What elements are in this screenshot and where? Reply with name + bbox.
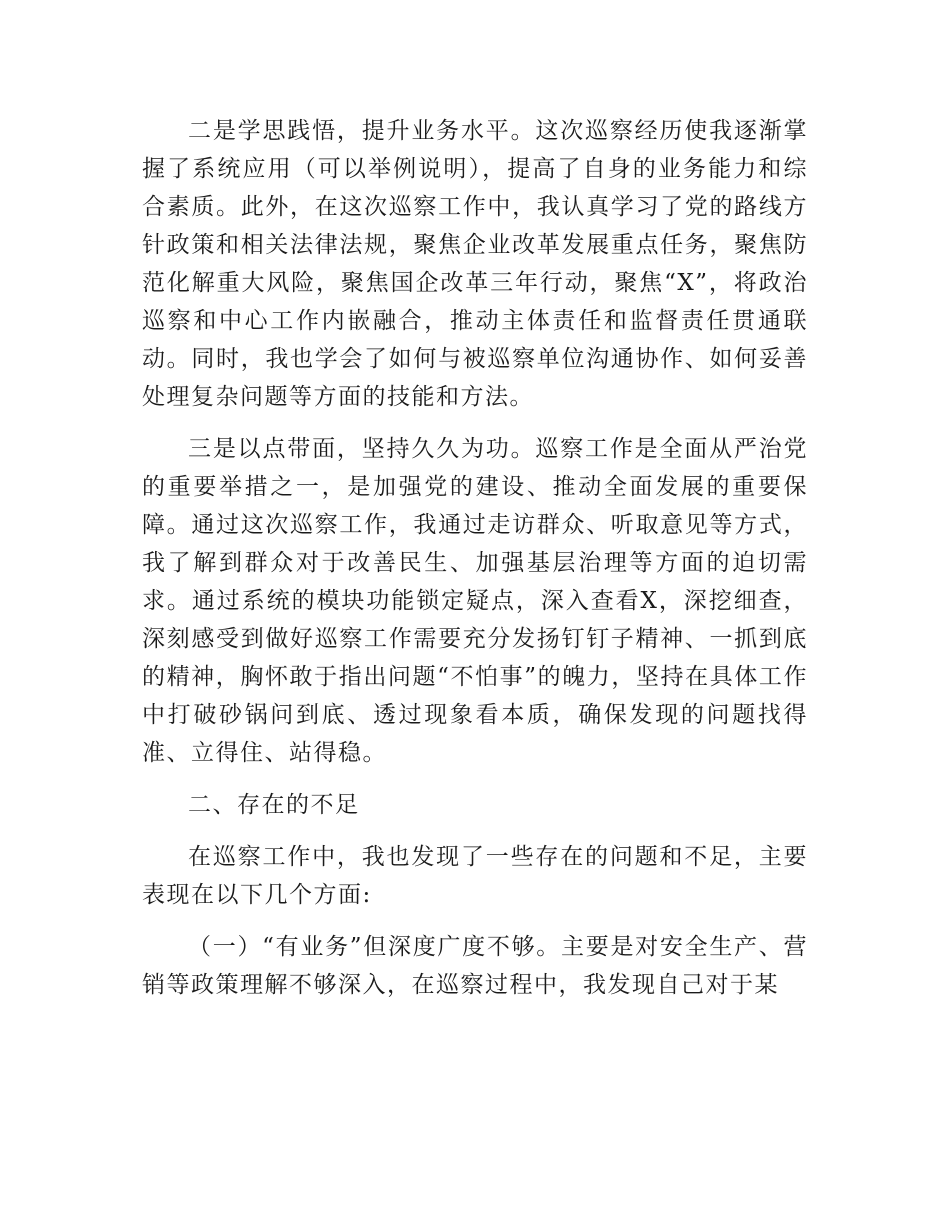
- section-heading-shortcomings: 二、存在的不足: [188, 792, 360, 818]
- paragraph-shortcoming-1: （一）“有业务”但深度广度不够。主要是对安全生产、营销等政策理解不够深入，在巡察过程中，我发现自己对于某: [142, 934, 808, 998]
- paragraph-shortcomings-intro: 在巡察工作中，我也发现了一些存在的问题和不足，主要表现在以下几个方面:: [142, 844, 808, 908]
- paragraph-persistence: 三是以点带面，坚持久久为功。巡察工作是全面从严治党的重要举措之一，是加强党的建设、推动全面发展的重要保障。通过这次巡察工作，我通过走访群众、听取意见等方式，我了解到群众对于改善民生、加强基层治理等方面的迫切需求。通过系统的模块功能锁定疑点，深入查看X，深挖细查，深刻感受到做好巡察工作需要充分发扬钉钉子精神、一抓到底的精神，胸怀敢于指出问题“不怕事”的魄力，坚持在具体工作中打破砂锅问到底、透过现象看本质，确保发现的问题找得准、立得住、站得稳。: [142, 436, 808, 766]
- paragraph-learning: 二是学思践悟，提升业务水平。这次巡察经历使我逐渐掌握了系统应用（可以举例说明），提高了自身的业务能力和综合素质。此外，在这次巡察工作中，我认真学习了党的路线方针政策和相关法律法规，聚焦企业改革发展重点任务，聚焦防范化解重大风险，聚焦国企改革三年行动，聚焦“X”，将政治巡察和中心工作内嵌融合，推动主体责任和监督责任贯通联动。同时，我也学会了如何与被巡察单位沟通协作、如何妥善处理复杂问题等方面的技能和方法。: [142, 118, 808, 410]
